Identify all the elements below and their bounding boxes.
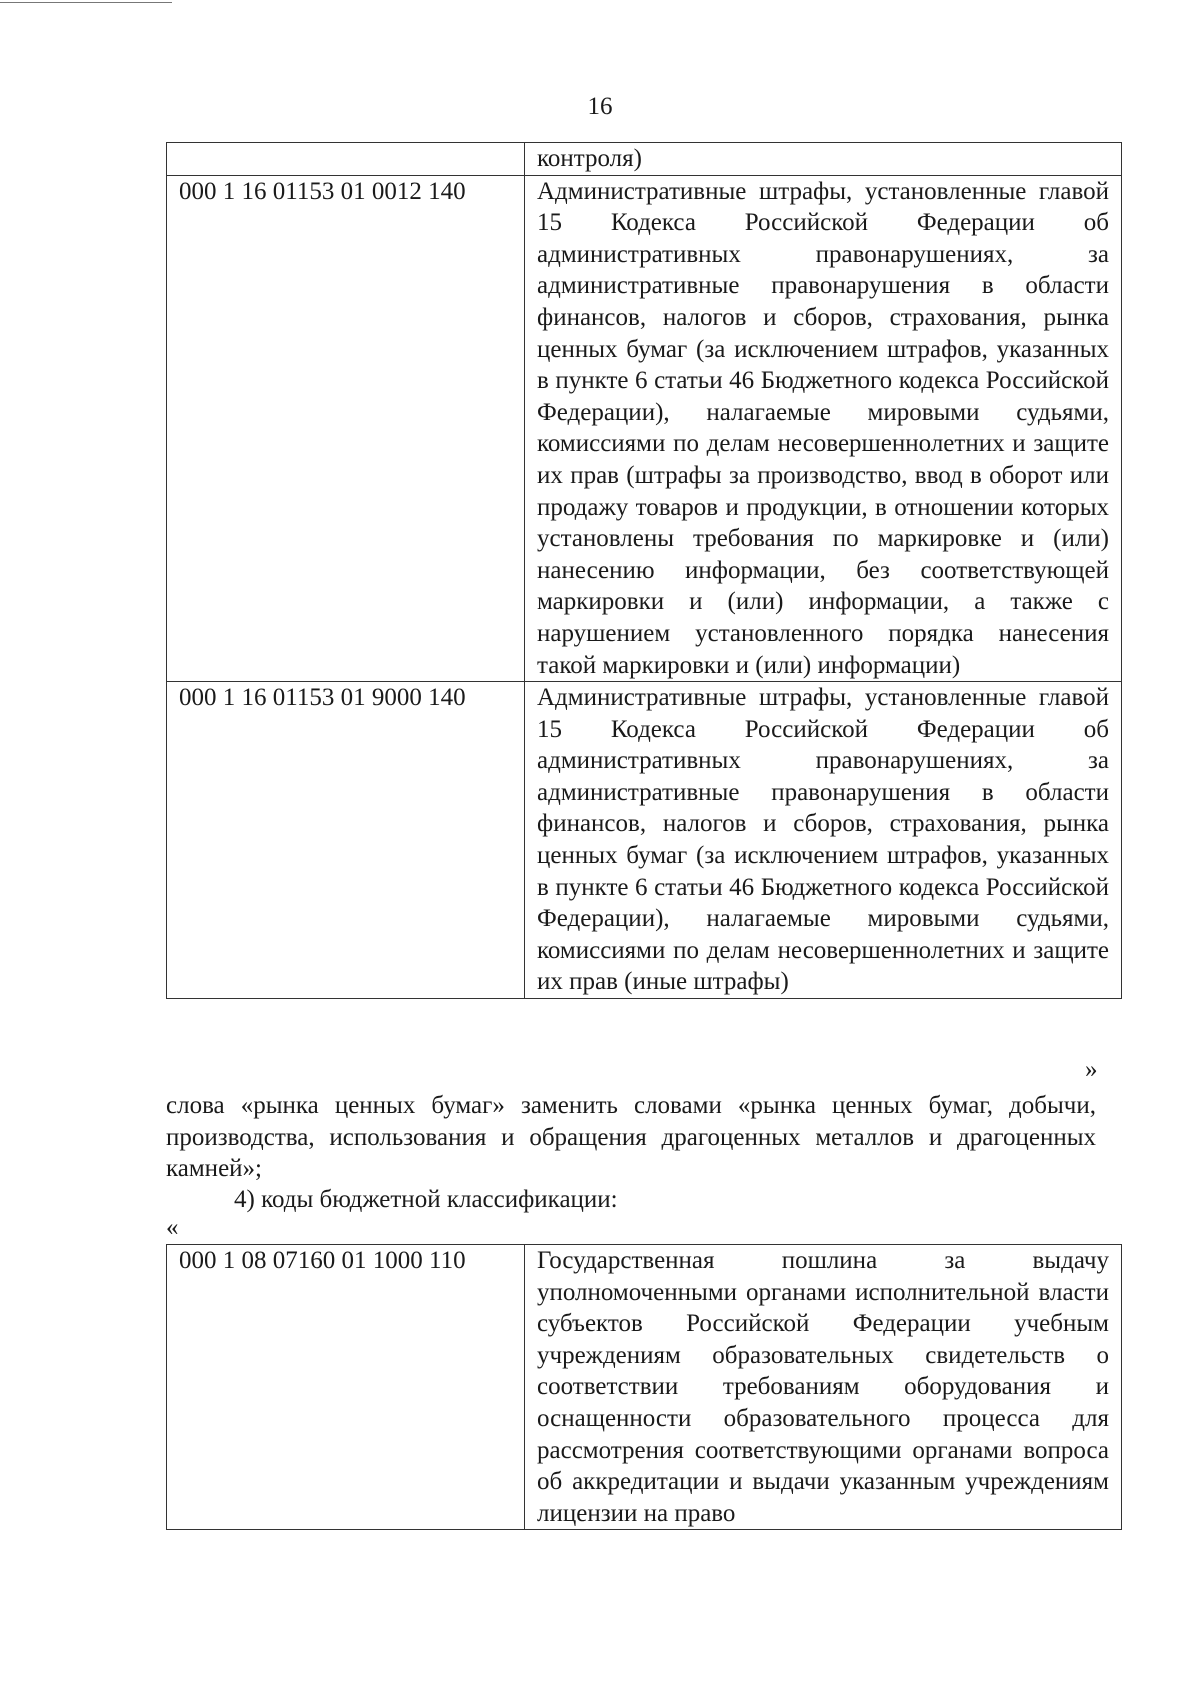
opening-quote-mark: « bbox=[166, 1214, 179, 1241]
budget-codes-table-continued bbox=[166, 142, 1122, 999]
description-cell: Административные штрафы, установленные главой 15 Кодекса Российской Федерации об административных правонарушениях, за административные правонарушения в области финансов, налогов и сборов, страхования, рынка ценных бумаг (за исключением штрафов, указанных в пункте 6 статьи 46 Бюджетного кодекса Российской Федерации), налагаемые мировыми судьями, комиссиями по делам несовершеннолетних и защите их прав (иные штрафы) bbox=[525, 682, 1122, 999]
budget-codes-table-new bbox=[166, 1244, 1122, 1530]
code-cell: 000 1 16 01153 01 0012 140 bbox=[167, 175, 525, 682]
code-cell: 000 1 08 07160 01 1000 110 bbox=[167, 1245, 525, 1530]
table-row bbox=[167, 1245, 1122, 1530]
table-row bbox=[167, 682, 1122, 999]
description-cell: Государственная пошлина за выдачу уполномоченными органами исполнительной власти субъектов Российской Федерации учебным учреждениям образовательных свидетельств о соответствии требованиям оборудования и оснащенности образовательного процесса для рассмотрения соответствующими органами вопроса об аккредитации и выдачи указанным учреждениям лицензии на право bbox=[525, 1245, 1122, 1530]
scan-edge-line bbox=[0, 2, 172, 3]
description-cell: контроля) bbox=[525, 143, 1122, 176]
code-cell bbox=[167, 143, 525, 176]
list-item-4: 4) коды бюджетной классификации: bbox=[234, 1186, 618, 1213]
table-row bbox=[167, 143, 1122, 176]
closing-quote-mark: » bbox=[1085, 1056, 1098, 1083]
page-number: 16 bbox=[587, 93, 613, 120]
amendment-paragraph: слова «рынка ценных бумаг» заменить словами «рынка ценных бумаг, добычи, производства, использования и обращения драгоценных металлов и драгоценных камней»; bbox=[166, 1092, 1096, 1182]
code-cell: 000 1 16 01153 01 9000 140 bbox=[167, 682, 525, 999]
table-row bbox=[167, 175, 1122, 682]
description-cell: Административные штрафы, установленные главой 15 Кодекса Российской Федерации об административных правонарушениях, за административные правонарушения в области финансов, налогов и сборов, страхования, рынка ценных бумаг (за исключением штрафов, указанных в пункте 6 статьи 46 Бюджетного кодекса Российской Федерации), налагаемые мировыми судьями, комиссиями по делам несовершеннолетних и защите их прав (штрафы за производство, ввод в оборот или продажу товаров и продукции, в отношении которых установлены требования по маркировке и (или) нанесению информации, без соответствующей маркировки и (или) информации, а также с нарушением установленного порядка нанесения такой маркировки и (или) информации) bbox=[525, 175, 1122, 682]
